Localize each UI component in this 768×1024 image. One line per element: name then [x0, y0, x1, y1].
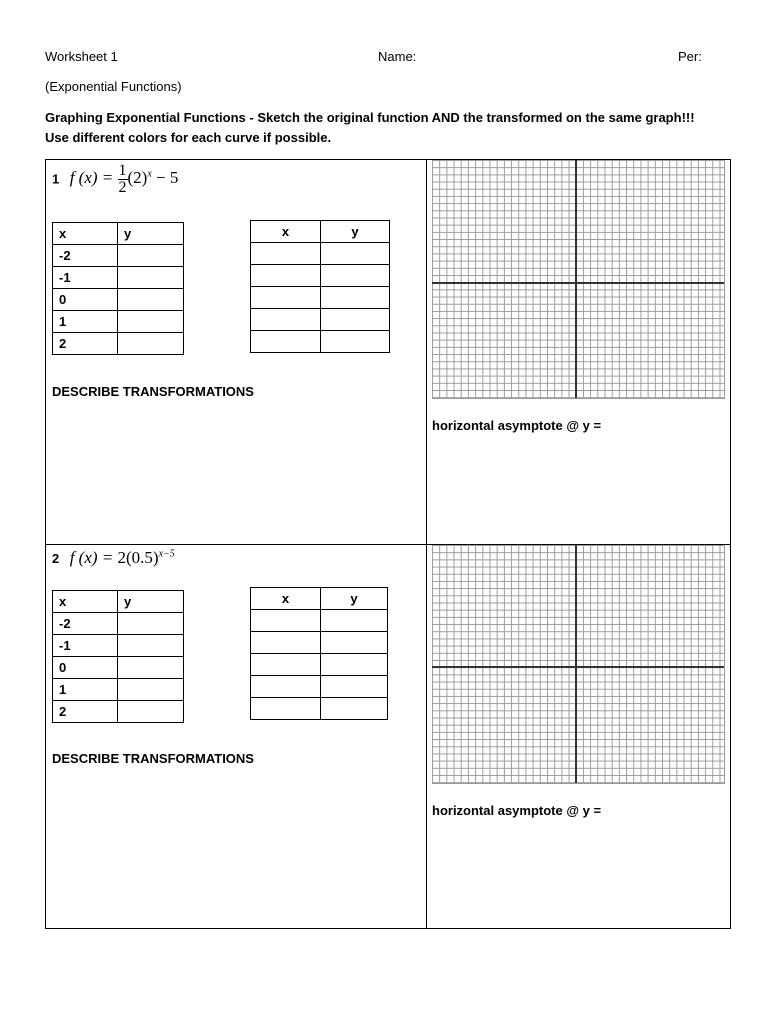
problem-2-y-axis: [575, 545, 577, 783]
y-cell[interactable]: [321, 698, 388, 720]
y-cell[interactable]: [118, 679, 184, 701]
table-header-row: x y: [53, 223, 184, 245]
table-row: 2: [53, 333, 184, 355]
per-label: Per:: [678, 49, 702, 64]
table-row: 0: [53, 657, 184, 679]
problem-1-equation: [52, 163, 178, 196]
table-row: -1: [53, 267, 184, 289]
table-row: 1: [53, 679, 184, 701]
table-row: [251, 331, 390, 353]
table-row: 2: [53, 701, 184, 723]
problem-1-y-axis: [575, 160, 577, 398]
problem-2-table-original: [52, 590, 184, 723]
equation-exponent: x−5: [158, 548, 175, 560]
y-cell[interactable]: [321, 654, 388, 676]
y-cell[interactable]: [321, 331, 390, 353]
x-cell[interactable]: [251, 610, 321, 632]
worksheet-subtitle: (Exponential Functions): [45, 79, 182, 94]
y-cell[interactable]: [118, 267, 184, 289]
y-cell[interactable]: [321, 243, 390, 265]
problem-1-number: 1: [52, 171, 60, 187]
x-cell[interactable]: [251, 243, 321, 265]
x-cell[interactable]: [251, 698, 321, 720]
table-row: [251, 610, 388, 632]
y-cell[interactable]: [321, 676, 388, 698]
x-cell[interactable]: [251, 676, 321, 698]
y-cell[interactable]: [118, 657, 184, 679]
equation-lhs: f (x) =: [69, 548, 114, 567]
table-row: -1: [53, 635, 184, 657]
problem-1-describe-label: DESCRIBE TRANSFORMATIONS: [52, 384, 254, 399]
problem-2-number: 2: [52, 551, 60, 566]
x-cell[interactable]: [251, 331, 321, 353]
table-row: [251, 309, 390, 331]
problem-1-table-original: [52, 222, 184, 355]
table-row: [251, 698, 388, 720]
table-row: -2: [53, 245, 184, 267]
table-header-row: x y: [53, 591, 184, 613]
problem-2-graph-grid[interactable]: [432, 545, 725, 784]
equation-base: 2(0.5): [117, 548, 159, 567]
table-row: [251, 265, 390, 287]
problem-1-table-transformed: [250, 220, 390, 353]
table-row: [251, 654, 388, 676]
problem-2-table-transformed: [250, 587, 388, 720]
y-cell[interactable]: [118, 613, 184, 635]
y-cell[interactable]: [118, 333, 184, 355]
table-row: 0: [53, 289, 184, 311]
y-cell[interactable]: [321, 287, 390, 309]
problem-1-x-axis: [432, 282, 724, 284]
table-row: [251, 243, 390, 265]
problem-1-asymptote-label: horizontal asymptote @ y =: [432, 418, 602, 433]
y-cell[interactable]: [118, 289, 184, 311]
problem-2-equation: [52, 548, 175, 568]
y-cell[interactable]: [321, 632, 388, 654]
equation-tail: − 5: [156, 168, 179, 188]
y-cell[interactable]: [321, 309, 390, 331]
y-cell[interactable]: [118, 245, 184, 267]
y-cell[interactable]: [118, 701, 184, 723]
name-label: Name:: [378, 49, 417, 64]
problem-2-describe-label: DESCRIBE TRANSFORMATIONS: [52, 751, 254, 766]
instructions-line-1: Graphing Exponential Functions - Sketch the original function AND the transformed on the same graph!!!: [45, 110, 695, 125]
equation-exponent: x: [147, 168, 152, 180]
x-cell[interactable]: [251, 287, 321, 309]
instructions-line-2: Use different colors for each curve if possible.: [45, 130, 332, 145]
table-row: 1: [53, 311, 184, 333]
problem-2-asymptote-label: horizontal asymptote @ y =: [432, 803, 602, 818]
x-cell[interactable]: [251, 654, 321, 676]
equation-base: (2): [127, 168, 148, 188]
table-row: [251, 632, 388, 654]
equation-lhs: f (x) =: [69, 168, 114, 188]
x-cell[interactable]: [251, 632, 321, 654]
y-cell[interactable]: [118, 311, 184, 333]
table-row: [251, 287, 390, 309]
y-cell[interactable]: [118, 635, 184, 657]
y-cell[interactable]: [321, 610, 388, 632]
table-header-row: x y: [251, 221, 390, 243]
worksheet-title: Worksheet 1: [45, 49, 118, 64]
table-row: [251, 676, 388, 698]
x-cell[interactable]: [251, 309, 321, 331]
y-cell[interactable]: [321, 265, 390, 287]
problem-1-graph-grid[interactable]: [432, 160, 725, 399]
problem-2-x-axis: [432, 666, 724, 668]
x-cell[interactable]: [251, 265, 321, 287]
table-header-row: x y: [251, 588, 388, 610]
equation-fraction: $\frac{1}{2}$: [118, 162, 127, 196]
instructions: [45, 108, 695, 148]
table-row: -2: [53, 613, 184, 635]
